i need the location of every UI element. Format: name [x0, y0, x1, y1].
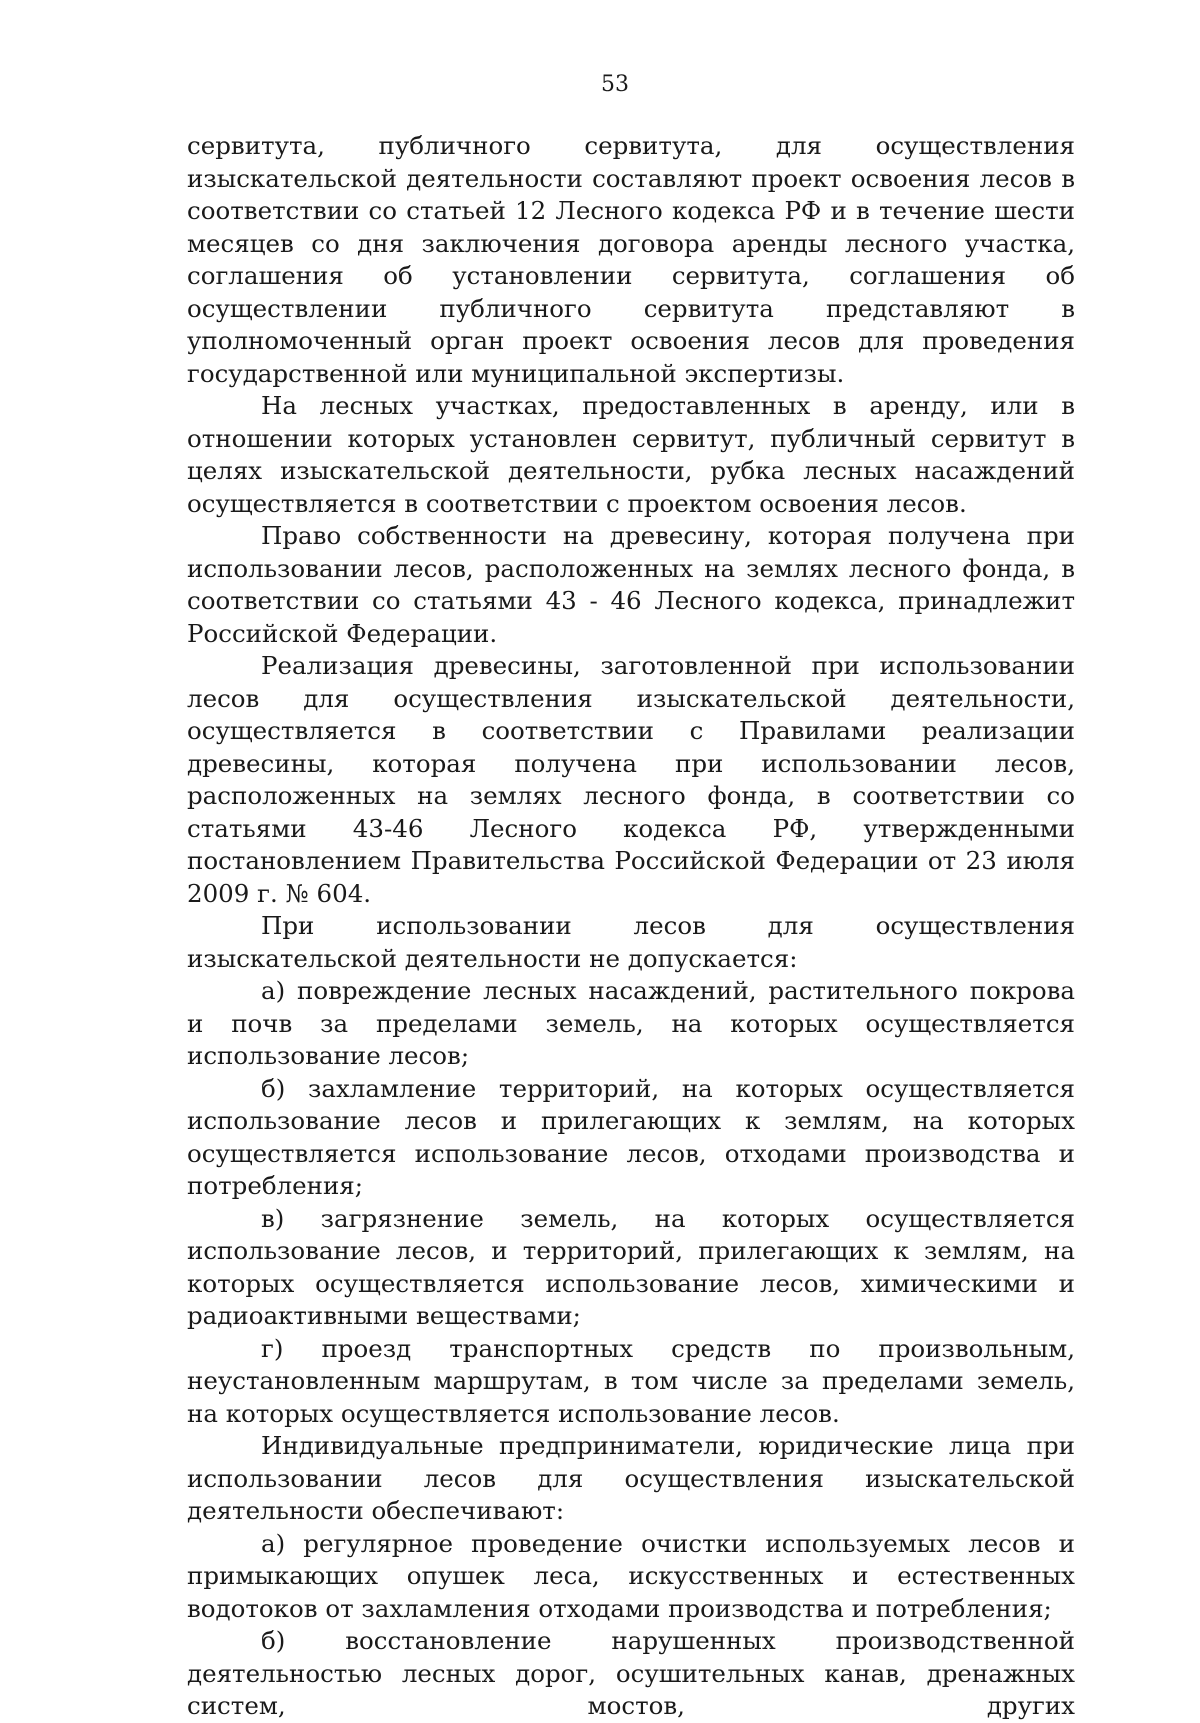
list-item-a: а) повреждение лесных насаждений, растительного покрова и почв за пределами земель, на которых осуществляется использование лесов; — [187, 976, 1075, 1070]
paragraph-ownership: Право собственности на древесину, которая получена при использовании лесов, расположенных на землях лесного фонда, в соответствии со статьями 43 - 46 Лесного кодекса, принадлежит Российской Федерации. — [187, 521, 1075, 648]
list-item-v: в) загрязнение земель, на которых осуществляется использование лесов, и территорий, прилегающих к землям, на которых осуществляется использование лесов, химическими и радиоактивными веществами; — [187, 1203, 1075, 1330]
list-item-g: г) проезд транспортных средств по произвольным, неустановленным маршрутам, в том числе за пределами земель, на которых осуществляется использование лесов. — [187, 1333, 1075, 1428]
obligation-item-b: б) восстановление нарушенных производственной деятельностью лесных дорог, осушительных канав, дренажных систем, мостов, других — [187, 1626, 1075, 1720]
list-item-b: б) захламление территорий, на которых осуществляется использование лесов и прилегающих к землям, на которых осуществляется использование лесов, отходами производства и потребления; — [187, 1073, 1075, 1200]
obligation-item-a: а) регулярное проведение очистки используемых лесов и примыкающих опушек леса, искусственных и естественных водотоков от захламления отходами производства и потребления; — [187, 1528, 1075, 1623]
document-body — [187, 130, 1075, 1723]
paragraph-prohibitions-intro: При использовании лесов для осуществления изыскательской деятельности не допускается: — [187, 911, 1075, 973]
paragraph-leased-plots: На лесных участках, предоставленных в аренду, или в отношении которых установлен сервитут, публичный сервитут в целях изыскательской деятельности, рубка лесных насаждений осуществляется в соответствии с проектом освоения лесов. — [187, 391, 1075, 518]
page-number: 53 — [601, 72, 629, 97]
paragraph-timber-sale: Реализация древесины, заготовленной при использовании лесов для осуществления изыскательской деятельности, осуществляется в соответствии с Правилами реализации древесины, которая получена при использовании лесов, расположенных на землях лесного фонда, в соответствии со статьями 43-46 Лесного кодекса РФ, утвержденными постановлением Правительства Российской Федерации от 23 июля 2009 г. № 604. — [187, 651, 1075, 908]
paragraph-continuation: сервитута, публичного сервитута, для осуществления изыскательской деятельности составляют проект освоения лесов в соответствии со статьей 12 Лесного кодекса РФ и в течение шести месяцев со дня заключения договора аренды лесного участка, соглашения об установлении сервитута, соглашения об осуществлении публичного сервитута представляют в уполномоченный орган проект освоения лесов для проведения государственной или муниципальной экспертизы. — [187, 131, 1075, 388]
paragraph-obligations-intro: Индивидуальные предприниматели, юридические лица при использовании лесов для осуществления изыскательской деятельности обеспечивают: — [187, 1431, 1075, 1525]
